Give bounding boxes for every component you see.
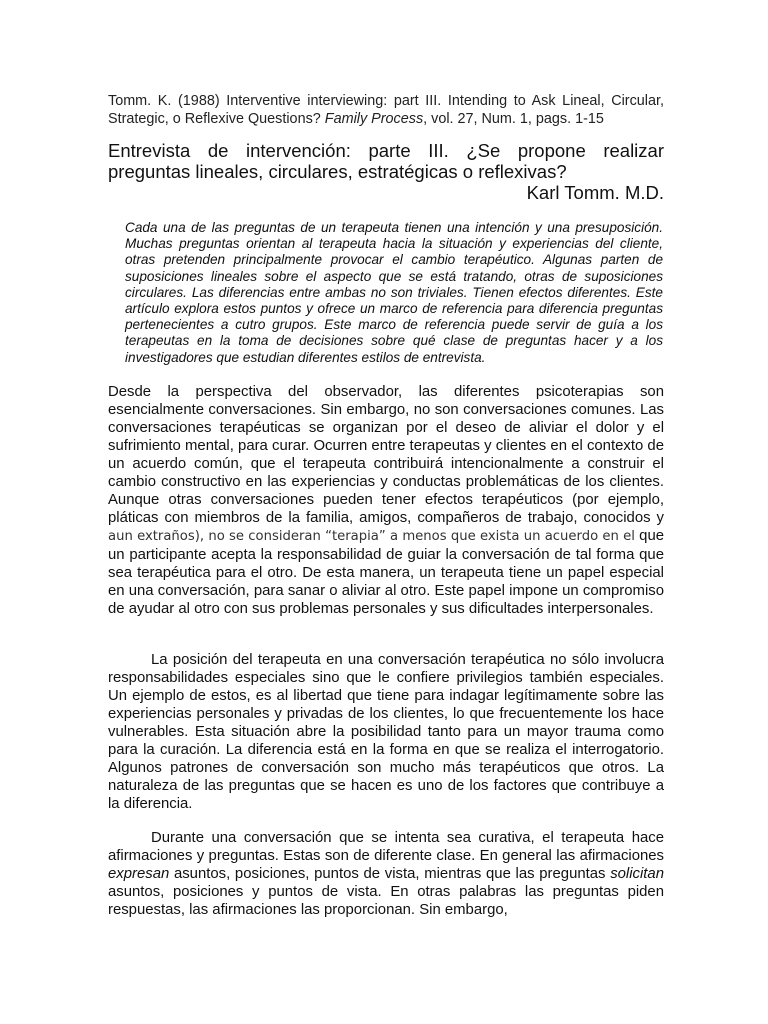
paragraph-1-text-a: Desde la perspectiva del observador, las diferentes psicoterapias son esencialmente conversaciones. Sin embargo, no son conversaciones comunes. Las conversaciones terapéuticas se organizan por el deseo de aliviar el dolor y el sufrimiento mental, para curar. Ocurren entre terapeutas y clientes en el contexto de un acuerdo común, que el terapeuta contribuirá intencionalmente a construir el cambio constructivo en las experiencias y conductas problemáticas de los clientes. Aunque otras conversaciones pueden tener efectos terapéuticos (por ejemplo, pláticas con miembros de la familia, amigos, compañeros de trabajo, conocidos y xyxy=(108,384,664,526)
citation xyxy=(108,92,664,128)
paragraph-3-text-a: Durante una conversación que se intenta sea curativa, el terapeuta hace afirmaciones y preguntas. Estas son de diferente clase. En general las afirmaciones xyxy=(108,830,664,864)
body-paragraph-2: La posición del terapeuta en una conversación terapéutica no sólo involucra responsabilidades especiales sino que le confiere privilegios también especiales. Un ejemplo de estos, es al libertad que tiene para indagar legítimamente sobre las experiencias personales y privadas de los clientes, lo que frecuentemente los hace vulnerables. Esta situación abre la posibilidad tanto para un mayor trauma como para la curación. La diferencia está en la forma en que se realiza el interrogatorio. Algunos patrones de conversación son mucho más terapéuticos que otros. La naturaleza de las preguntas que se hacen es uno de los factores que contribuye a la diferencia. xyxy=(108,652,664,812)
body-paragraph-1 xyxy=(108,383,664,618)
paragraph-3-text-b: asuntos, posiciones, puntos de vista, mientras que las preguntas xyxy=(169,866,611,882)
citation-volume: , vol. 27, Num. 1, pags. 1-15 xyxy=(423,111,604,127)
citation-journal: Family Process xyxy=(324,111,424,127)
paragraph-1-text-c: que un participante acepta la responsabilidad de guiar la conversación de tal forma que sea terapéutica para el otro. De esta manera, un terapeuta tiene un papel especial en una conversación, para sanar o aliviar al otro. Este papel impone un compromiso de ayudar al otro con sus problemas personales y sus dificultades interpersonales. xyxy=(108,528,665,617)
citation-text: Tomm. K. (1988) Interventive interviewing: part III. Intending to Ask Lineal, Circular, Strategic, o Reflexive Questions? xyxy=(108,93,664,127)
article-title: Entrevista de intervención: parte III. ¿Se propone realizar preguntas lineales, circulares, estratégicas o reflexivas? xyxy=(108,140,664,182)
paragraph-3-emphasis-expresan: expresan xyxy=(108,866,170,882)
article-author: Karl Tomm. M.D. xyxy=(526,182,664,203)
paragraph-3-text-c: asuntos, posiciones y puntos de vista. En otras palabras las preguntas piden respuestas, las afirmaciones las proporcionan. Sin embargo, xyxy=(108,884,664,918)
body-paragraph-3 xyxy=(108,829,664,919)
abstract: Cada una de las preguntas de un terapeuta tienen una intención y una presuposición. Muchas preguntas orientan al terapeuta hacia la situación y experiencias del cliente, otras pretenden principalmente provocar el cambio terapéutico. Algunas parten de suposiciones lineales sobre el aspecto que se está tratando, otras de suposiciones circulares. Las diferencias entre ambas no son triviales. Tienen efectos diferentes. Este artículo explora estos puntos y ofrece un marco de referencia para diferencia preguntas pertenecientes a cutro grupos. Este marco de referencia puede servir de guía a los terapeutas en la toma de decisiones sobre qué clase de preguntas hacer y a los investigadores que estudian diferentes estilos de entrevista. xyxy=(125,220,663,365)
paragraph-3-emphasis-solicitan: solicitan xyxy=(610,866,664,882)
paragraph-1-text-b: aun extraños), no se consideran “terapia” a menos que exista un acuerdo en el xyxy=(108,529,635,544)
